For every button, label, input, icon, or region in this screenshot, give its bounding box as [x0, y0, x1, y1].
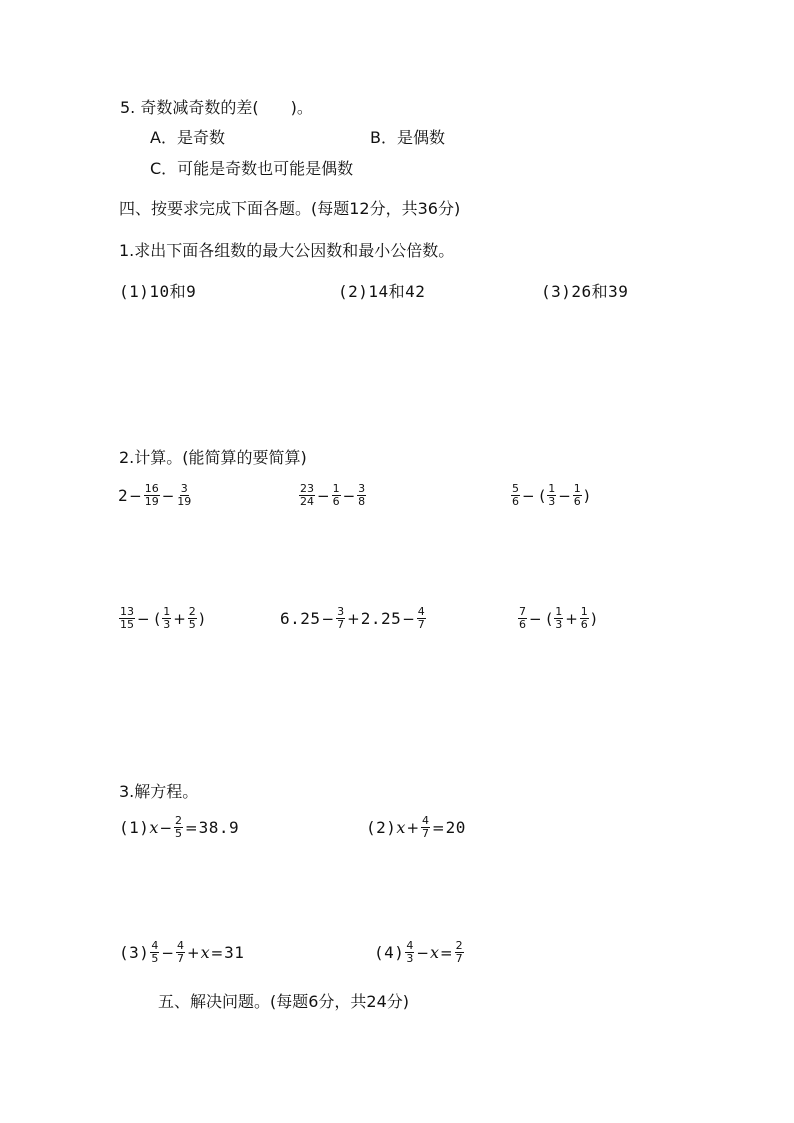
section5-title: 五、解决问题。(每题6分，共24分)	[158, 992, 410, 1011]
calc-expr-2: $\frac{23}{24}$ − $\frac{1}{6}$ − $\frac{3}{8}$	[300, 482, 366, 508]
gcd-item-3: (3)26和39	[541, 282, 629, 301]
q5-stem: 5. 奇数减奇数的差( )。	[120, 98, 313, 117]
q5-option-b: B．是偶数	[370, 128, 445, 147]
gcd-lcm-title: 1.求出下面各组数的最大公因数和最小公倍数。	[119, 241, 455, 260]
calc-title: 2.计算。(能简算的要简算)	[119, 448, 307, 467]
calc-expr-5: 6.25 − $\frac{3}{7}$ + 2.25 − $\frac{4}{7}$	[280, 605, 425, 631]
equation-title: 3.解方程。	[119, 782, 199, 801]
calc-expr-4: $\frac{13}{15}$ − ( $\frac{1}{3}$ + $\frac{2}{5}$ )	[120, 605, 205, 631]
q5-option-c: C．可能是奇数也可能是偶数	[150, 159, 354, 178]
gcd-item-2: (2)14和42	[338, 282, 426, 301]
equation-1: (1) x − $\frac{2}{5}$ = 38.9	[119, 814, 240, 840]
calc-expr-6: $\frac{7}{6}$ − ( $\frac{1}{3}$ + $\frac{1}{6}$ )	[519, 605, 597, 631]
equation-2: (2) x + $\frac{4}{7}$ = 20	[366, 814, 466, 840]
equation-3: (3) $\frac{4}{5}$ − $\frac{4}{7}$ + x = 31	[119, 939, 245, 965]
gcd-item-1: (1)10和9	[119, 282, 197, 301]
calc-expr-3: $\frac{5}{6}$ − ( $\frac{1}{3}$ − $\frac{1}{6}$ )	[512, 482, 590, 508]
q5-option-a: A．是奇数	[150, 128, 225, 147]
section4-title: 四、按要求完成下面各题。(每题12分，共36分)	[119, 199, 461, 218]
equation-4: (4) $\frac{4}{3}$ − x = $\frac{2}{7}$	[374, 939, 463, 965]
calc-expr-1: 2 − $\frac{16}{19}$ − $\frac{3}{19}$	[118, 482, 192, 508]
